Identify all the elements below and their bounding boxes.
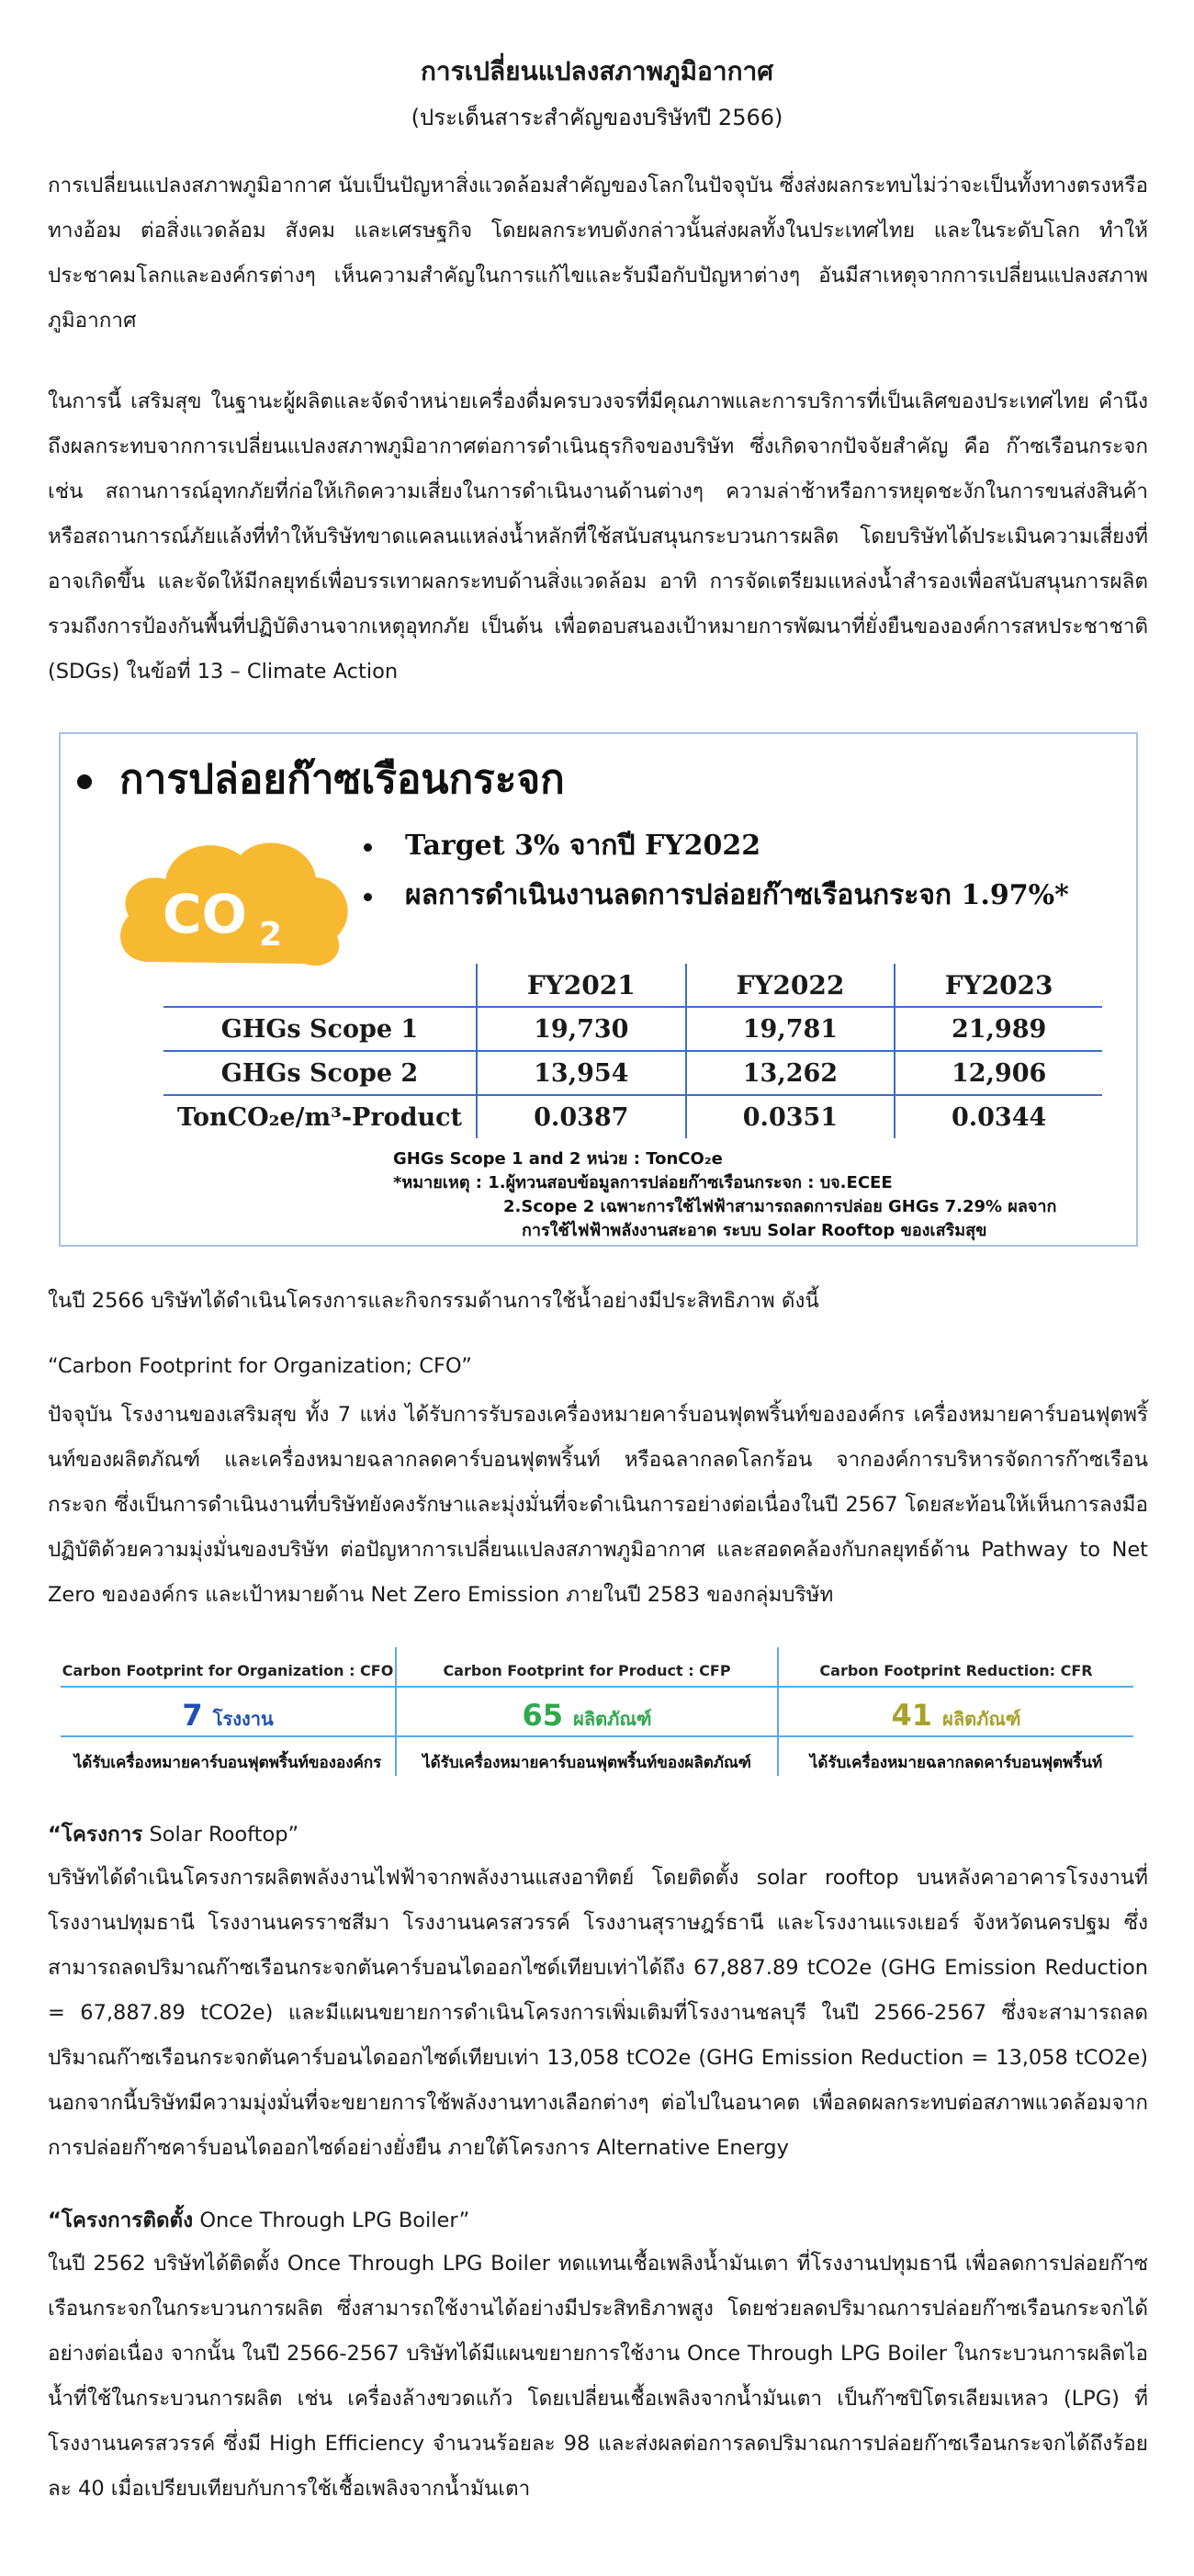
solar-heading: “โครงการ Solar Rooftop”	[48, 1823, 299, 1847]
note-line: การใช้ไฟฟ้าพลังงานสะอาด ระบบ Solar Rooftop ของเสริมสุข	[522, 1221, 987, 1240]
unit-note: GHGs Scope 1 and 2 หน่วย : TonCO₂e	[393, 1149, 723, 1169]
table-row	[163, 1095, 1102, 1138]
table-cell: 19,781	[686, 1007, 896, 1051]
table-cell: 12,906	[895, 1051, 1102, 1095]
infographic-notes	[393, 1147, 1056, 1243]
table-cell: 0.0351	[686, 1095, 896, 1138]
row-label: GHGs Scope 1	[163, 1007, 477, 1051]
cf-label: Carbon Footprint for Product : CFP	[443, 1662, 731, 1679]
target-line: Target 3% จากปี FY2022	[364, 824, 760, 867]
page-title: การเปลี่ยนแปลงสภาพภูมิอากาศ	[420, 56, 774, 86]
result-line: ผลการดำเนินงานลดการปล่อยก๊าซเรือนกระจก 1.97%*	[364, 874, 1069, 917]
note-line: 2.Scope 2 เฉพาะการใช้ไฟฟ้าสามารถลดการปล่อย GHGs 7.29% ผลจาก	[503, 1197, 1057, 1216]
note-line: *หมายเหตุ : 1.ผู้ทวนสอบข้อมูลการปล่อยก๊าซเรือนกระจก : บจ.ECEE	[393, 1173, 893, 1192]
context-paragraph: ในการนี้ เสริมสุข ในฐานะผู้ผลิตและจัดจำหน่ายเครื่องดื่มครบวงจรที่มีคุณภาพและการบริการที่เป็นเลิศของประเทศไทย คำนึงถึงผลกระทบจากการเปลี่ยนแปลงสภาพภูมิอากาศต่อการดำเนินธุรกิจของบริษัท ซึ่งเกิดจากปัจจัยสำคัญ คือ ก๊าซเรือนกระจก เช่น สถานการณ์อุทกภัยที่ก่อให้เกิดความเสี่ยงในการดำเนินงานด้านต่างๆ ความล่าช้าหรือการหยุดชะงักในการขนส่งสินค้า หรือสถานการณ์ภัยแล้งที่ทำให้บริษัทขาดแคลนแหล่งน้ำหลักที่ใช้สนับสนุนกระบวนการผลิต โดยบริษัทได้ประเมินความเสี่ยงที่อาจเกิดขึ้น และจัดให้มีกลยุทธ์เพื่อบรรเทาผลกระทบด้านสิ่งแวดล้อม อาทิ การจัดเตรียมแหล่งน้ำสำรองเพื่อสนับสนุนการผลิต รวมถึงการป้องกันพื้นที่ปฏิบัติงานจากเหตุอุทกภัย เป็นต้น เพื่อตอบสนองเป้าหมายการพัฒนาที่ยั่งยืนขององค์การสหประชาชาติ (SDGs) ในข้อที่ 13 – Climate Action	[48, 390, 1148, 684]
lpg-heading: “โครงการติดตั้ง Once Through LPG Boiler”	[48, 2209, 470, 2232]
cf-foot: ได้รับเครื่องหมายคาร์บอนฟุตพริ้นท์ของผลิตภัณฑ์	[422, 1754, 751, 1772]
column-header: FY2022	[686, 964, 896, 1007]
cf-number: 65 ผลิตภัณฑ์	[522, 1698, 652, 1733]
row-label: GHGs Scope 2	[163, 1051, 477, 1095]
co2-text: CO	[163, 883, 247, 945]
table-cell: 21,989	[895, 1007, 1102, 1051]
cf-number: 7 โรงงาน	[182, 1698, 274, 1733]
ghg-table	[163, 964, 1102, 1138]
solar-paragraph: บริษัทได้ดำเนินโครงการผลิตพลังงานไฟฟ้าจากพลังงานแสงอาทิตย์ โดยติดตั้ง solar rooftop บนหลังคาอาคารโรงงานที่โรงงานปทุมธานี โรงงานนครราชสีมา โรงงานนครสวรรค์ โรงงานสุราษฎร์ธานี และโรงงานแรงเยอร์ จังหวัดนครปฐม ซึ่งสามารถลดปริมาณก๊าซเรือนกระจกตันคาร์บอนไดออกไซด์เทียบเท่าได้ถึง 67,887.89 tCO2e (GHG Emission Reduction = 67,887.89 tCO2e) และมีแผนขยายการดำเนินโครงการเพิ่มเติมที่โรงงานชลบุรี ในปี 2566-2567 ซึ่งจะสามารถลดปริมาณก๊าซเรือนกระจกตันคาร์บอนไดออกไซด์เทียบเท่า 13,058 tCO2e (GHG Emission Reduction = 13,058 tCO2e) นอกจากนี้บริษัทมีความมุ่งมั่นที่จะขยายการใช้พลังงานทางเลือกต่างๆ ต่อไปในอนาคต เพื่อลดผลกระทบต่อสภาพแวดล้อมจากการปล่อยก๊าซคาร์บอนไดออกไซด์อย่างยั่งยืน ภายใต้โครงการ Alternative Energy	[48, 1866, 1148, 2160]
table-row	[163, 1007, 1102, 1051]
column-header: FY2021	[477, 964, 686, 1007]
table-cell: 13,954	[477, 1051, 686, 1095]
table-cell: 0.0387	[477, 1095, 686, 1138]
cf-foot: ได้รับเครื่องหมายฉลากลดคาร์บอนฟุตพริ้นท์	[809, 1754, 1103, 1772]
cfr-column	[779, 1647, 1133, 1776]
cfp-column	[397, 1647, 777, 1776]
cf-number: 41 ผลิตภัณฑ์	[891, 1698, 1021, 1733]
cf-foot: ได้รับเครื่องหมายคาร์บอนฟุตพริ้นท์ขององค์กร	[73, 1754, 382, 1772]
cfo-paragraph: ปัจจุบัน โรงงานของเสริมสุข ทั้ง 7 แห่ง ได้รับการรับรองเครื่องหมายคาร์บอนฟุตพริ้นท์ขององค์กร เครื่องหมายคาร์บอนฟุตพริ้นท์ของผลิตภัณฑ์ และเครื่องหมายฉลากลดคาร์บอนฟุตพริ้นท์ หรือฉลากลดโลกร้อน จากองค์การบริหารจัดการก๊าซเรือนกระจก ซึ่งเป็นการดำเนินงานที่บริษัทยังคงรักษาและมุ่งมั่นที่จะดำเนินการอย่างต่อเนื่องในปี 2567 โดยสะท้อนให้เห็นการลงมือปฏิบัติด้วยความมุ่งมั่นของบริษัท ต่อปัญหาการเปลี่ยนแปลงสภาพภูมิอากาศ และสอดคล้องกับกลยุทธ์ด้าน Pathway to Net Zero ขององค์กร และเป้าหมายด้าน Net Zero Emission ภายในปี 2583 ของกลุ่มบริษัท	[48, 1403, 1148, 1607]
bullet-icon	[364, 843, 372, 852]
co2-subscript: 2	[259, 916, 283, 954]
intro-paragraph: การเปลี่ยนแปลงสภาพภูมิอากาศ นับเป็นปัญหาสิ่งแวดล้อมสำคัญของโลกในปัจจุบัน ซึ่งส่งผลกระทบไม่ว่าจะเป็นทั้งทางตรงหรือทางอ้อม ต่อสิ่งแวดล้อม สังคม และเศรษฐกิจ โดยผลกระทบดังกล่าวนั้นส่งผลทั้งในประเทศไทย และในระดับโลก ทำให้ประชาคมโลกและองค์กรต่างๆ เห็นความสำคัญในการแก้ไขและรับมือกับปัญหาต่างๆ อันมีสาเหตุจากการเปลี่ยนแปลงสภาพภูมิอากาศ	[48, 174, 1148, 333]
bullet-icon	[77, 774, 92, 789]
cfo-heading: “Carbon Footprint for Organization; CFO”	[48, 1354, 472, 1378]
table-header-row	[163, 964, 1102, 1007]
lpg-paragraph: ในปี 2562 บริษัทได้ติดตั้ง Once Through LPG Boiler ทดแทนเชื้อเพลิงน้ำมันเตา ที่โรงงานปทุมธานี เพื่อลดการปล่อยก๊าซเรือนกระจกในกระบวนการผลิต ซึ่งสามารถใช้งานได้อย่างมีประสิทธิภาพสูง โดยช่วยลดปริมาณการปล่อยก๊าซเรือนกระจกได้อย่างต่อเนื่อง จากนั้น ในปี 2566-2567 บริษัทได้มีแผนขยายการใช้งาน Once Through LPG Boiler ในกระบวนการผลิตไอน้ำที่ใช้ในกระบวนการผลิต เช่น เครื่องล้างขวดแก้ว โดยเปลี่ยนเชื้อเพลิงจากน้ำมันเตา เป็นก๊าซปิโตรเลียมเหลว (LPG) ที่โรงงานนครสวรรค์ ซึ่งมี High Efficiency จำนวนร้อยละ 98 และส่งผลต่อการลดปริมาณการปล่อยก๊าซเรือนกระจกได้ถึงร้อยละ 40 เมื่อเปรียบเทียบกับการใช้เชื้อเพลิงจากน้ำมันเตา	[48, 2252, 1148, 2501]
table-cell: 0.0344	[951, 1102, 1047, 1132]
table-row	[163, 1051, 1102, 1095]
cf-label: Carbon Footprint for Organization : CFO	[62, 1662, 394, 1679]
page-subtitle: (ประเด็นสาระสำคัญของบริษัทปี 2566)	[411, 105, 783, 130]
water-efficiency-line: ในปี 2566 บริษัทได้ดำเนินโครงการและกิจกรรมด้านการใช้น้ำอย่างมีประสิทธิภาพ ดังนี้	[48, 1289, 819, 1313]
carbon-footprint-strip	[61, 1647, 1133, 1776]
infographic-heading: การปล่อยก๊าซเรือนกระจก	[77, 747, 565, 811]
table-corner	[163, 964, 477, 1007]
bullet-icon	[364, 893, 372, 901]
table-cell: 13,262	[686, 1051, 896, 1095]
ghg-infographic	[59, 732, 1138, 1247]
row-label: TonCO₂e/m³-Product	[163, 1095, 477, 1138]
cf-label: Carbon Footprint Reduction: CFR	[819, 1662, 1093, 1679]
column-header: FY2023	[895, 964, 1102, 1007]
table-cell: 19,730	[477, 1007, 686, 1051]
cfo-column	[61, 1647, 395, 1776]
